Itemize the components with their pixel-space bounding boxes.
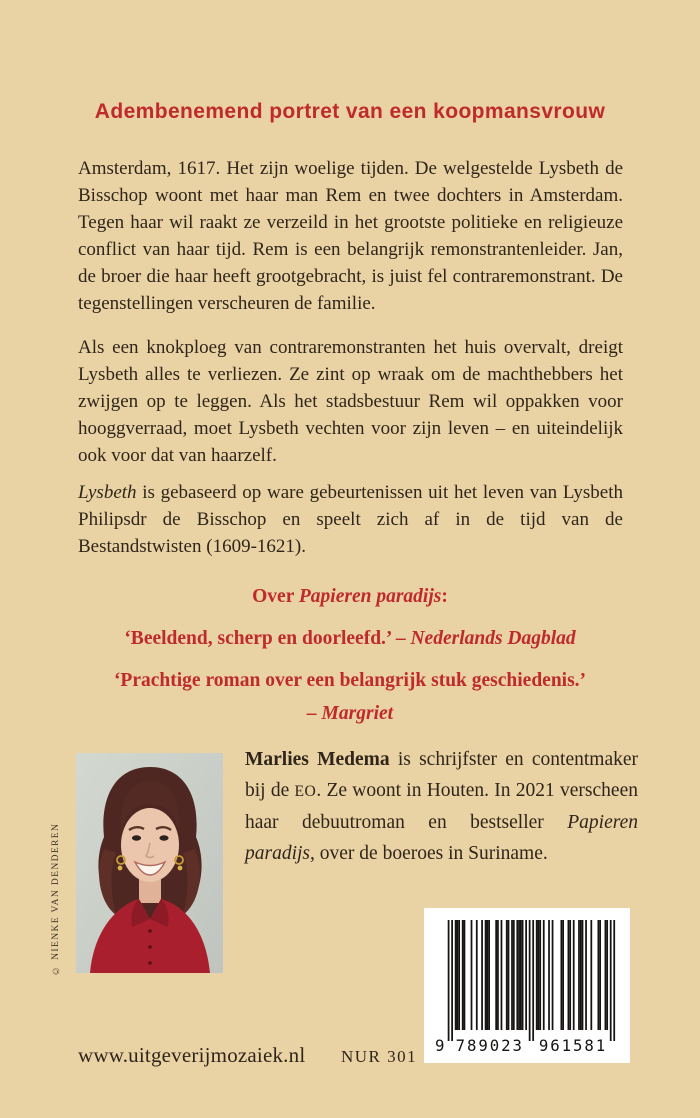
isbn-barcode xyxy=(424,908,630,1063)
author-bio-part3: , over de boeroes in Suriname. xyxy=(310,843,548,864)
author-bio-part2: . Ze woont in Houten. In 2021 verscheen haar debuutroman en bestseller xyxy=(245,780,638,833)
author-name: Marlies Medema xyxy=(245,749,390,770)
photo-credit: © NIENKE VAN DENDEREN xyxy=(51,822,61,975)
review-quote-2-source: – Margriet xyxy=(306,703,394,724)
barcode-first-digit: 9 xyxy=(434,1035,445,1053)
synopsis-paragraph-2: Als een knokploeg van contraremonstranten het huis overvalt, dreigt Lysbeth alles te verliezen. Ze zint op wraak om de machthebbers het zwijgen op te leggen. Als het stadsbestuur Rem wil oppakken voor hooggverraad, moet Lysbeth vechten voor zijn leven – en uiteindelijk ook voor dat van haarzelf. xyxy=(78,337,623,466)
publisher-website: www.uitgeverijmozaiek.nl xyxy=(78,1043,306,1067)
author-bio-part1: is schrijfster en contentmaker bij de xyxy=(245,749,638,801)
reviews-heading-suffix: : xyxy=(441,586,448,607)
nur-code: NUR 301 xyxy=(341,1047,418,1066)
synopsis-paragraph-3-rest: is gebaseerd op ware gebeurtenissen uit het leven van Lysbeth Philipsdr de Bisschop en speelt zich af in de tijd van de Bestandstwisten (1609-1621). xyxy=(78,482,623,557)
author-photo xyxy=(76,753,223,973)
reviews-heading xyxy=(0,580,700,613)
review-quote-1 xyxy=(0,622,700,655)
synopsis-paragraph-3 xyxy=(78,479,623,560)
reviews-heading-title: Papieren paradijs xyxy=(298,586,442,607)
reviews-heading-prefix: Over xyxy=(252,586,299,607)
cover-tagline: Adembenemend portret van een koopmansvrouw xyxy=(94,100,606,123)
author-bio-eo: EO xyxy=(294,783,317,800)
author-bio-title: Papieren paradijs xyxy=(245,812,638,864)
review-quote-1-source: Nederlands Dagblad xyxy=(410,628,576,649)
barcode-group2: 961581 xyxy=(538,1035,608,1053)
review-quote-2-text: ‘Prachtige roman over een belangrijk stuk geschiedenis.’ xyxy=(113,670,587,691)
author-bio xyxy=(245,744,638,869)
review-quote-2 xyxy=(0,664,700,730)
book-title-italic: Lysbeth xyxy=(78,482,137,503)
review-quote-1-text: ‘Beeldend, scherp en doorleefd.’ – xyxy=(124,628,411,649)
barcode-group1: 789023 xyxy=(455,1035,524,1053)
barcode-bars xyxy=(434,920,620,1053)
synopsis-paragraph-1: Amsterdam, 1617. Het zijn woelige tijden. De welgestelde Lysbeth de Bisschop woont met haar man Rem en twee dochters in Amsterdam. Tegen haar wil raakt ze verzeild in het grootste politieke en religieuze conflict van haar tijd. Rem is een belangrijk remonstrantenleider. Jan, de broer die haar heeft grootgebracht, is juist fel contraremonstrant. De tegenstellingen verscheuren de familie. xyxy=(78,158,623,314)
